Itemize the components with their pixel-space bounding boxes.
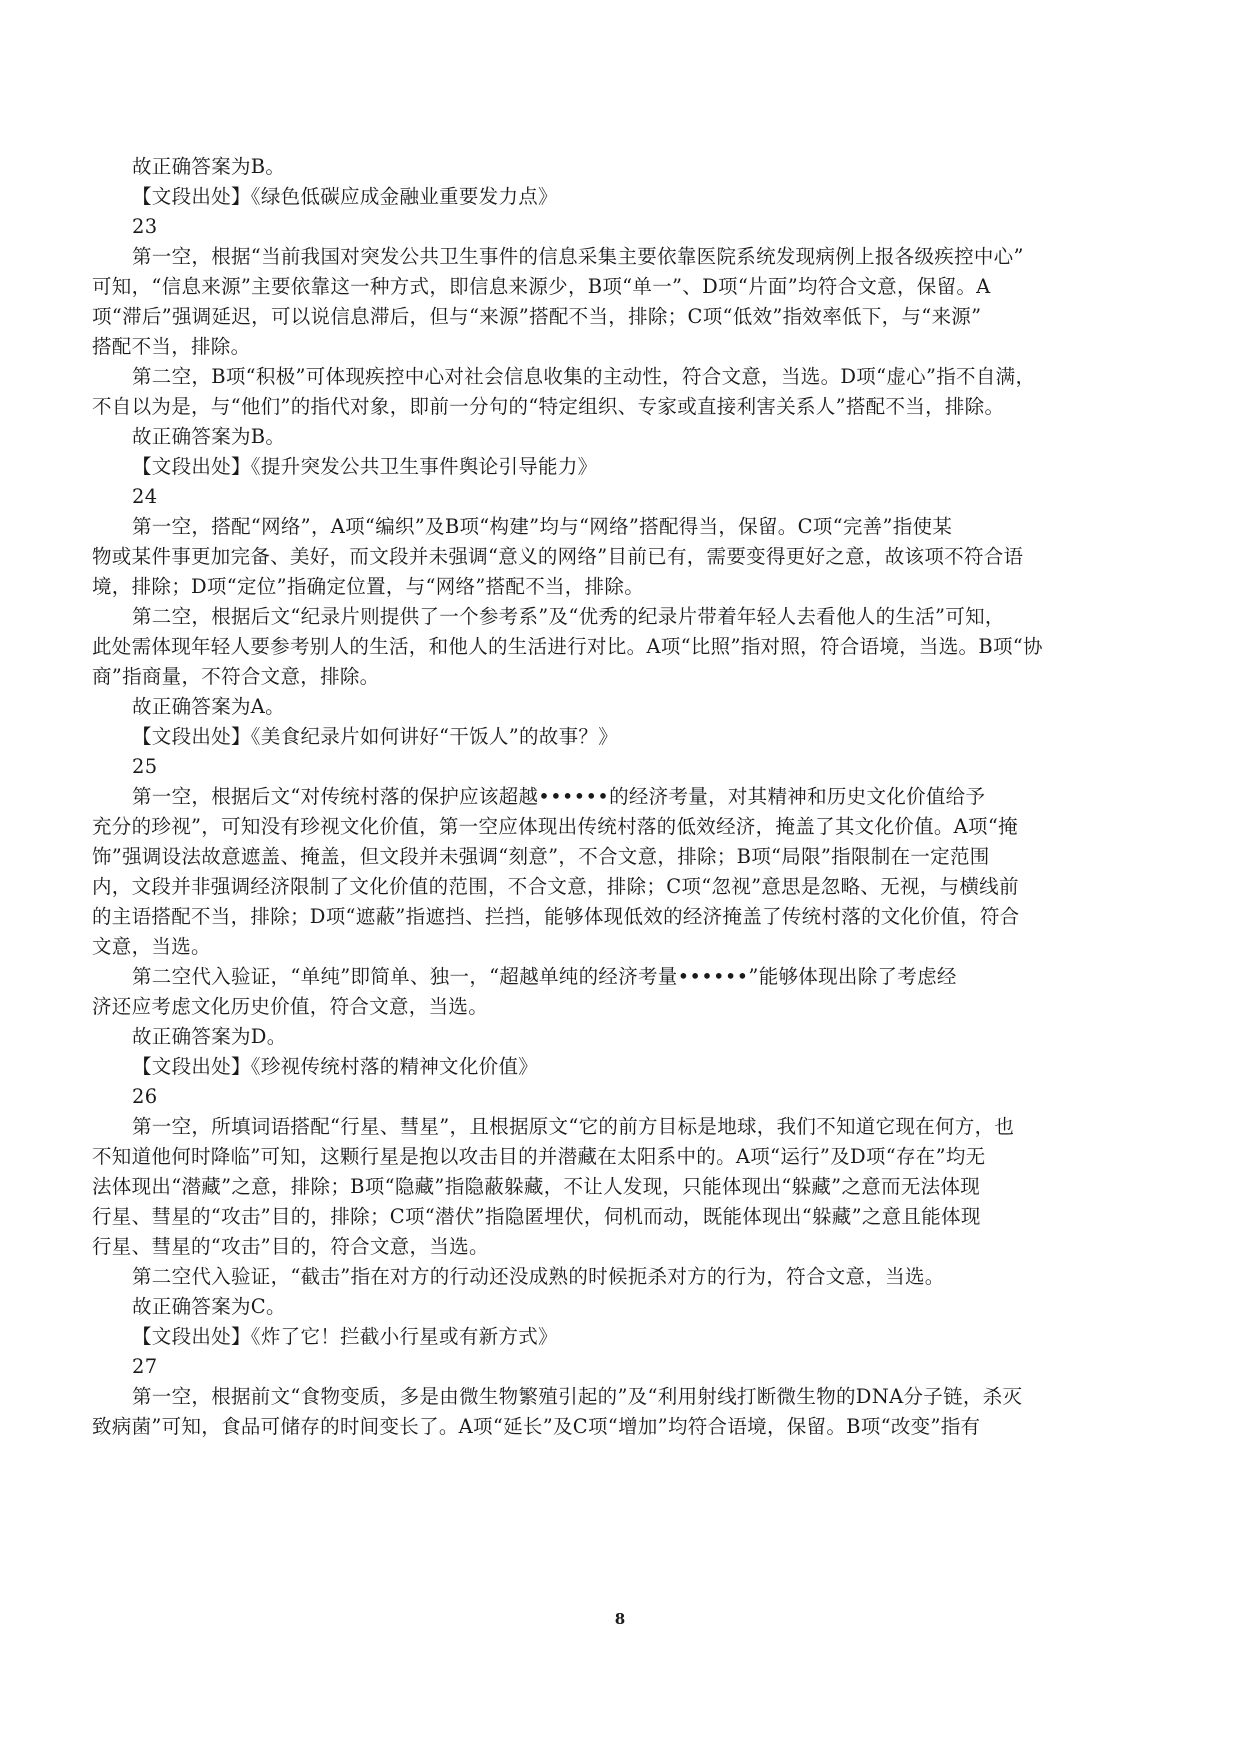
text-line: 行星、彗星的“攻击”目的，排除；C项“潜伏”指隐匿埋伏，伺机而动，既能体现出“躲藏”之意且能体现 xyxy=(92,1205,981,1228)
text-line: 内，文段并非强调经济限制了文化价值的范围，不合文意，排除；C项“忽视”意思是忽略、无视，与横线前 xyxy=(92,875,1019,898)
text-line: 故正确答案为C。 xyxy=(132,1295,286,1318)
text-line: 第一空，根据“当前我国对突发公共卫生事件的信息采集主要依靠医院系统发现病例上报各级疾控中心” xyxy=(132,245,1024,268)
text-line: 25 xyxy=(132,755,158,778)
text-line: 法体现出“潜藏”之意，排除；B项“隐藏”指隐蔽躲藏，不让人发现，只能体现出“躲藏”之意而无法体现 xyxy=(92,1175,981,1198)
text-line: 商”指商量，不符合文意，排除。 xyxy=(92,665,380,688)
text-line: 故正确答案为D。 xyxy=(132,1025,287,1048)
text-line: 文意，当选。 xyxy=(92,935,211,958)
text-line: 第一空，根据后文“对传统村落的保护应该超越••••••的经济考量，对其精神和历史文化价值给予 xyxy=(132,785,986,808)
text-line: 境，排除；D项“定位”指确定位置，与“网络”搭配不当，排除。 xyxy=(92,575,645,598)
text-line: 故正确答案为A。 xyxy=(132,695,285,718)
text-line: 此处需体现年轻人要参考别人的生活，和他人的生活进行对比。A项“比照”指对照，符合语境，当选。B项“协 xyxy=(92,635,1043,658)
text-line: 故正确答案为B。 xyxy=(132,155,286,178)
text-line: 搭配不当，排除。 xyxy=(92,335,251,358)
text-line: 【文段出处】《绿色低碳应成金融业重要发力点》 xyxy=(132,185,558,208)
text-line: 24 xyxy=(132,485,158,508)
text-line: 的主语搭配不当，排除；D项“遮蔽”指遮挡、拦挡，能够体现低效的经济掩盖了传统村落的文化价值，符合 xyxy=(92,905,1020,928)
text-line: 26 xyxy=(132,1085,158,1108)
text-line: 【文段出处】《炸了它！拦截小行星或有新方式》 xyxy=(132,1325,558,1348)
text-line: 物或某件事更加完备、美好，而文段并未强调“意义的网络”目前已有，需要变得更好之意，故该项不符合语 xyxy=(92,545,1024,568)
text-line: 可知，“信息来源”主要依靠这一种方式，即信息来源少，B项“单一”、D项“片面”均符合文意，保留。A xyxy=(92,275,991,298)
text-line: 饰”强调设法故意遮盖、掩盖，但文段并未强调“刻意”，不合文意，排除；B项“局限”指限制在一定范围 xyxy=(92,845,990,868)
text-line: 第二空，B项“积极”可体现疾控中心对社会信息收集的主动性，符合文意，当选。D项“虚心”指不自满， xyxy=(132,365,1036,388)
text-line: 第二空代入验证，“单纯”即简单、独一，“超越单纯的经济考量••••••”能够体现出除了考虑经 xyxy=(132,965,957,988)
text-line: 第二空，根据后文“纪录片则提供了一个参考系”及“优秀的纪录片带着年轻人去看他人的生活”可知， xyxy=(132,605,1005,628)
text-line: 项“滞后”强调延迟，可以说信息滞后，但与“来源”搭配不当，排除；C项“低效”指效率低下，与“来源” xyxy=(92,305,982,328)
text-line: 第一空，所填词语搭配“行星、彗星”，且根据原文“它的前方目标是地球，我们不知道它现在何方，也 xyxy=(132,1115,1015,1138)
text-line: 致病菌”可知，食品可储存的时间变长了。A项“延长”及C项“增加”均符合语境，保留。B项“改变”指有 xyxy=(92,1415,981,1438)
text-line: 27 xyxy=(132,1355,158,1378)
text-line: 行星、彗星的“攻击”目的，符合文意，当选。 xyxy=(92,1235,489,1258)
text-line: 济还应考虑文化历史价值，符合文意，当选。 xyxy=(92,995,489,1018)
text-line: 不知道他何时降临”可知，这颗行星是抱以攻击目的并潜藏在太阳系中的。A项“运行”及D项“存在”均无 xyxy=(92,1145,986,1168)
text-line: 23 xyxy=(132,215,158,238)
page-number: 8 xyxy=(614,1610,626,1628)
document-body xyxy=(92,152,1142,1442)
text-line: 充分的珍视”，可知没有珍视文化价值，第一空应体现出传统村落的低效经济，掩盖了其文化价值。A项“掩 xyxy=(92,815,1018,838)
text-line: 【文段出处】《珍视传统村落的精神文化价值》 xyxy=(132,1055,539,1078)
text-line: 【文段出处】《美食纪录片如何讲好“干饭人”的故事？》 xyxy=(132,725,618,748)
text-line: 不自以为是，与“他们”的指代对象，即前一分句的“特定组织、专家或直接利害关系人”搭配不当，排除。 xyxy=(92,395,1005,418)
text-line: 第二空代入验证，“截击”指在对方的行动还没成熟的时候扼杀对方的行为，符合文意，当选。 xyxy=(132,1265,945,1288)
text-line: 【文段出处】《提升突发公共卫生事件舆论引导能力》 xyxy=(132,455,598,478)
text-line: 第一空，根据前文“食物变质，多是由微生物繁殖引起的”及“利用射线打断微生物的DNA分子链，杀灭 xyxy=(132,1385,1023,1408)
text-line: 故正确答案为B。 xyxy=(132,425,286,448)
text-line: 第一空，搭配“网络”，A项“编织”及B项“构建”均与“网络”搭配得当，保留。C项“完善”指使某 xyxy=(132,515,953,538)
